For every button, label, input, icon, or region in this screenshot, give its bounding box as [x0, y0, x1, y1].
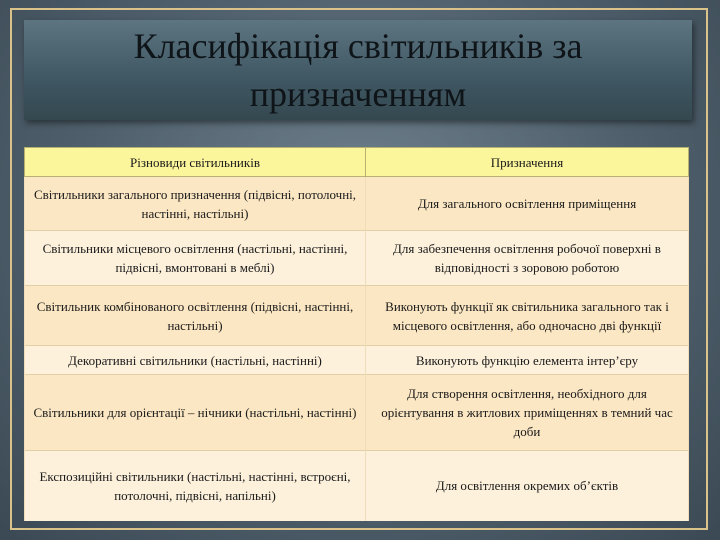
row-purpose-cell: Для створення освітлення, необхідного для орієнтування в житлових приміщеннях в темний час доби [366, 375, 689, 451]
slide-title: Класифікація світильників за призначенням [133, 26, 583, 114]
table-row [25, 177, 689, 231]
classification-table [24, 147, 689, 521]
table-row [25, 231, 689, 286]
row-type-cell: Світильники місцевого освітлення (настільні, настінні, підвісні, вмонтовані в меблі) [25, 231, 366, 286]
row-purpose-cell: Виконують функцію елемента інтер’єру [366, 346, 689, 375]
table-row [25, 375, 689, 451]
table-row [25, 286, 689, 346]
table-row [25, 346, 689, 375]
row-type-cell: Декоративні світильники (настільні, настінні) [25, 346, 366, 375]
row-type-cell: Світильник комбінованого освітлення (підвісні, настінні, настільні) [25, 286, 366, 346]
row-purpose-cell: Для загального освітлення приміщення [366, 177, 689, 231]
row-type-cell: Експозиційні світильники (настільні, настінні, встроєні, потолочні, підвісні, напільні) [25, 451, 366, 521]
header-purpose: Призначення [366, 148, 689, 177]
header-type: Різновиди світильників [25, 148, 366, 177]
row-type-cell: Світильники для орієнтації – нічники (настільні, настінні) [25, 375, 366, 451]
row-purpose-cell: Для освітлення окремих об’єктів [366, 451, 689, 521]
table-header-row [25, 148, 689, 177]
row-purpose-cell: Виконують функції як світильника загального так і місцевого освітлення, або одночасно дві функції [366, 286, 689, 346]
table-row [25, 451, 689, 521]
row-type-cell: Світильники загального призначення (підвісні, потолочні, настінні, настільні) [25, 177, 366, 231]
row-purpose-cell: Для забезпечення освітлення робочої поверхні в відповідності з зоровою роботою [366, 231, 689, 286]
